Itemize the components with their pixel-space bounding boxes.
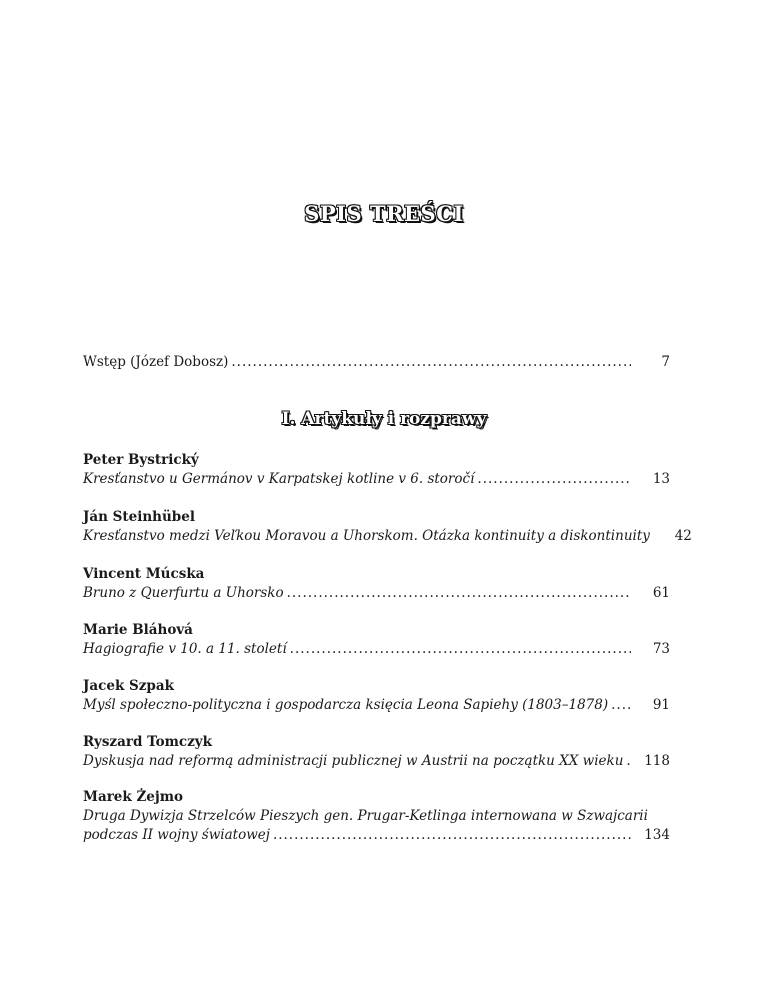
toc-entry-author: Peter Bystrický	[83, 452, 199, 468]
toc-entry-author: Ján Steinhübel	[83, 509, 195, 525]
toc-entry-author: Vincent Múcska	[83, 566, 205, 582]
toc-entry-title: Wstęp (Józef Dobosz)	[83, 354, 229, 370]
toc-entry-title-line1: Druga Dywizja Strzelców Pieszych gen. Prugar-Ketlinga internowana w Szwajcarii	[83, 808, 648, 824]
toc-page-number: 73	[652, 641, 670, 657]
toc-entry-author: Ryszard Tomczyk	[83, 734, 212, 750]
toc-entry-title: Kresťanstvo medzi Veľkou Moravou a Uhorskom. Otázka kontinuity a diskontinuity	[83, 528, 650, 544]
section-title: I. Artykuły i rozprawy	[281, 409, 487, 429]
toc-page-number: 61	[652, 585, 670, 601]
toc-page-number: 13	[652, 471, 670, 487]
dot-leader	[231, 353, 631, 372]
toc-entry[interactable]	[83, 451, 670, 489]
toc-entry-title: Kresťanstvo u Germánov v Karpatskej kotline v 6. storočí	[83, 471, 475, 487]
toc-entry-title: Dyskusja nad reformą administracji publicznej w Austrii na początku XX wieku	[83, 753, 624, 769]
toc-entry[interactable]	[83, 621, 670, 659]
toc-entry-title: Myśl społeczno-polityczna i gospodarcza księcia Leona Sapiehy (1803–1878)	[83, 697, 609, 713]
toc-entry[interactable]	[83, 565, 670, 603]
dot-leader	[287, 584, 631, 603]
toc-entry-author: Marek Żejmo	[83, 789, 184, 805]
toc-entry-title-line2: podczas II wojny światowej	[83, 827, 270, 843]
dot-leader	[626, 752, 631, 771]
toc-entry-author: Marie Bláhová	[83, 622, 193, 638]
toc-entry[interactable]	[83, 677, 670, 715]
toc-entry-intro[interactable]	[83, 353, 670, 372]
toc-page-number: 134	[644, 827, 670, 843]
toc-entry[interactable]	[83, 733, 670, 771]
dot-leader	[290, 640, 631, 659]
toc-page-number: 118	[644, 753, 670, 769]
dot-leader	[477, 470, 631, 489]
toc-entry-title: Bruno z Querfurtu a Uhorsko	[83, 585, 284, 601]
toc-page-number: 42	[674, 528, 692, 544]
page-title: SPIS TREŚCI	[304, 201, 464, 226]
dot-leader	[611, 696, 631, 715]
toc-entry-author: Jacek Szpak	[83, 678, 174, 694]
toc-entry[interactable]	[83, 508, 692, 546]
toc-page-number: 91	[652, 697, 670, 713]
toc-page-number: 7	[661, 354, 670, 370]
dot-leader	[273, 826, 631, 845]
toc-entry-title: Hagiografie v 10. a 11. století	[83, 641, 287, 657]
toc-entry[interactable]	[83, 788, 670, 845]
